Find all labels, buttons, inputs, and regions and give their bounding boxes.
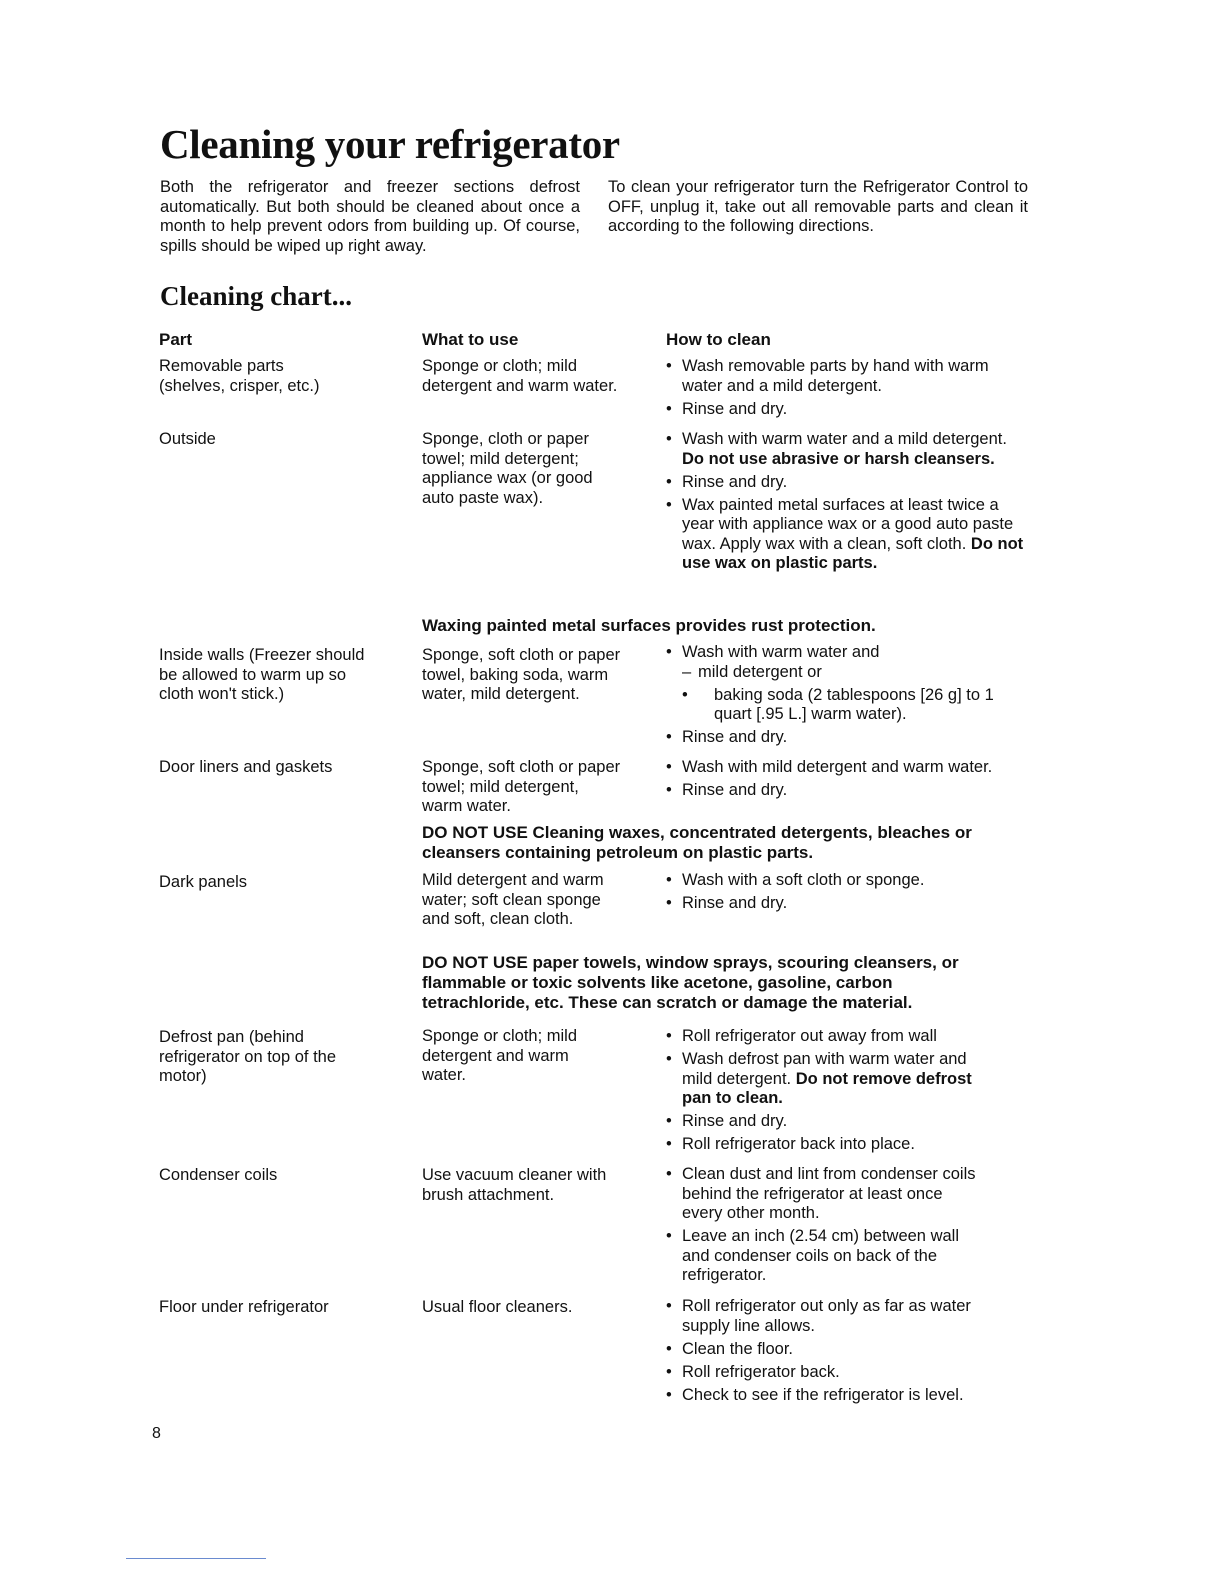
header-part: Part: [159, 330, 193, 349]
row-part: Condenser coils: [159, 1166, 278, 1184]
header-use: What to use: [422, 330, 519, 349]
list-item: • Roll refrigerator out only as far as water supply line allows.: [666, 1297, 1016, 1336]
list-item: • Rinse and dry.: [666, 728, 1026, 748]
list-item: • Roll refrigerator out away from wall: [666, 1027, 986, 1047]
intro-right: To clean your refrigerator turn the Refrigerator Control to OFF, unplug it, take out all removable parts and clean it according to the following directions.: [608, 178, 1028, 235]
row-part: Outside: [159, 430, 216, 448]
list-item: • Wash with warm water and a mild detergent. Do not use abrasive or harsh cleansers.: [666, 430, 1026, 469]
page-number: 8: [152, 1425, 161, 1442]
list-item: • Wax painted metal surfaces at least twice a year with appliance wax or a good auto paste wax. Apply wax with a clean, soft cloth. Do not use wax on plastic parts.: [666, 496, 1026, 574]
row-use: Mild detergent and warm water; soft clean sponge and soft, clean cloth.: [422, 871, 604, 928]
list-item: • Check to see if the refrigerator is level.: [666, 1386, 1016, 1406]
row-part: Removable parts (shelves, crisper, etc.): [159, 357, 320, 395]
sub-item: • baking soda (2 tablespoons [26 g] to 1 quart [.95 L.] warm water).: [682, 686, 1026, 725]
intro-left: Both the refrigerator and freezer sections defrost automatically. But both should be cleaned about once a month to help prevent odors from building up. Of course, spills should be wiped up right away.: [160, 178, 580, 255]
note-dark-panels: DO NOT USE paper towels, window sprays, scouring cleansers, or flammable or toxic solvents like acetone, gasoline, carbon tetrachloride, etc. These can scratch or damage the material.: [422, 953, 959, 1012]
row-how: [666, 758, 1026, 804]
row-part: Inside walls (Freezer should be allowed to warm up so cloth won't stick.): [159, 646, 365, 703]
header-how: How to clean: [666, 330, 771, 349]
list-item: • Wash with mild detergent and warm water.: [666, 758, 1026, 778]
page-title: Cleaning your refrigerator: [160, 121, 620, 167]
note-rust: Waxing painted metal surfaces provides rust protection.: [422, 616, 876, 635]
note-plastic: DO NOT USE Cleaning waxes, concentrated detergents, bleaches or cleansers containing petroleum on plastic parts.: [422, 823, 972, 862]
row-use: Sponge or cloth; mild detergent and warm water.: [422, 357, 618, 395]
list-item: • Rinse and dry.: [666, 400, 1026, 420]
list-item: • Wash with a soft cloth or sponge.: [666, 871, 1026, 891]
row-part: Door liners and gaskets: [159, 758, 333, 776]
list-item: • Rinse and dry.: [666, 781, 1026, 801]
list-item: • Leave an inch (2.54 cm) between wall and condenser coils on back of the refrigerator.: [666, 1227, 986, 1286]
list-item: • Rinse and dry.: [666, 473, 1026, 493]
list-item: • Wash with warm water and – mild detergent or • baking soda (2 tablespoons [26 g] to 1 quart [.95 L.] warm water).: [666, 643, 1026, 725]
row-how: [666, 871, 1026, 917]
row-how: [666, 1165, 986, 1289]
list-item: • Clean the floor.: [666, 1340, 1016, 1360]
row-how: [666, 643, 1026, 751]
row-how: [666, 1297, 1016, 1409]
list-item: • Wash defrost pan with warm water and mild detergent. Do not remove defrost pan to clean.: [666, 1050, 986, 1109]
row-use: Sponge, soft cloth or paper towel, baking soda, warm water, mild detergent.: [422, 646, 621, 703]
row-use: Sponge or cloth; mild detergent and warm water.: [422, 1027, 578, 1084]
list-item: • Rinse and dry.: [666, 894, 1026, 914]
bottom-rule: [126, 1558, 266, 1559]
row-how: [666, 357, 1026, 423]
sub-item: – mild detergent or: [682, 663, 1026, 683]
row-use: Use vacuum cleaner with brush attachment.: [422, 1166, 607, 1204]
chart-subtitle: Cleaning chart...: [160, 281, 352, 311]
row-how: [666, 430, 1026, 577]
row-use: Usual floor cleaners.: [422, 1298, 573, 1316]
row-use: Sponge, cloth or paper towel; mild detergent; appliance wax (or good auto paste wax).: [422, 430, 593, 507]
list-item: • Roll refrigerator back into place.: [666, 1135, 986, 1155]
row-how: [666, 1027, 986, 1158]
list-item: • Clean dust and lint from condenser coils behind the refrigerator at least once every other month.: [666, 1165, 986, 1224]
row-use: Sponge, soft cloth or paper towel; mild detergent, warm water.: [422, 758, 621, 815]
list-item: • Rinse and dry.: [666, 1112, 986, 1132]
row-part: Defrost pan (behind refrigerator on top of the motor): [159, 1028, 337, 1085]
row-part: Floor under refrigerator: [159, 1298, 329, 1316]
list-item: • Wash removable parts by hand with warm water and a mild detergent.: [666, 357, 1026, 396]
list-item: • Roll refrigerator back.: [666, 1363, 1016, 1383]
row-part: Dark panels: [159, 873, 248, 891]
